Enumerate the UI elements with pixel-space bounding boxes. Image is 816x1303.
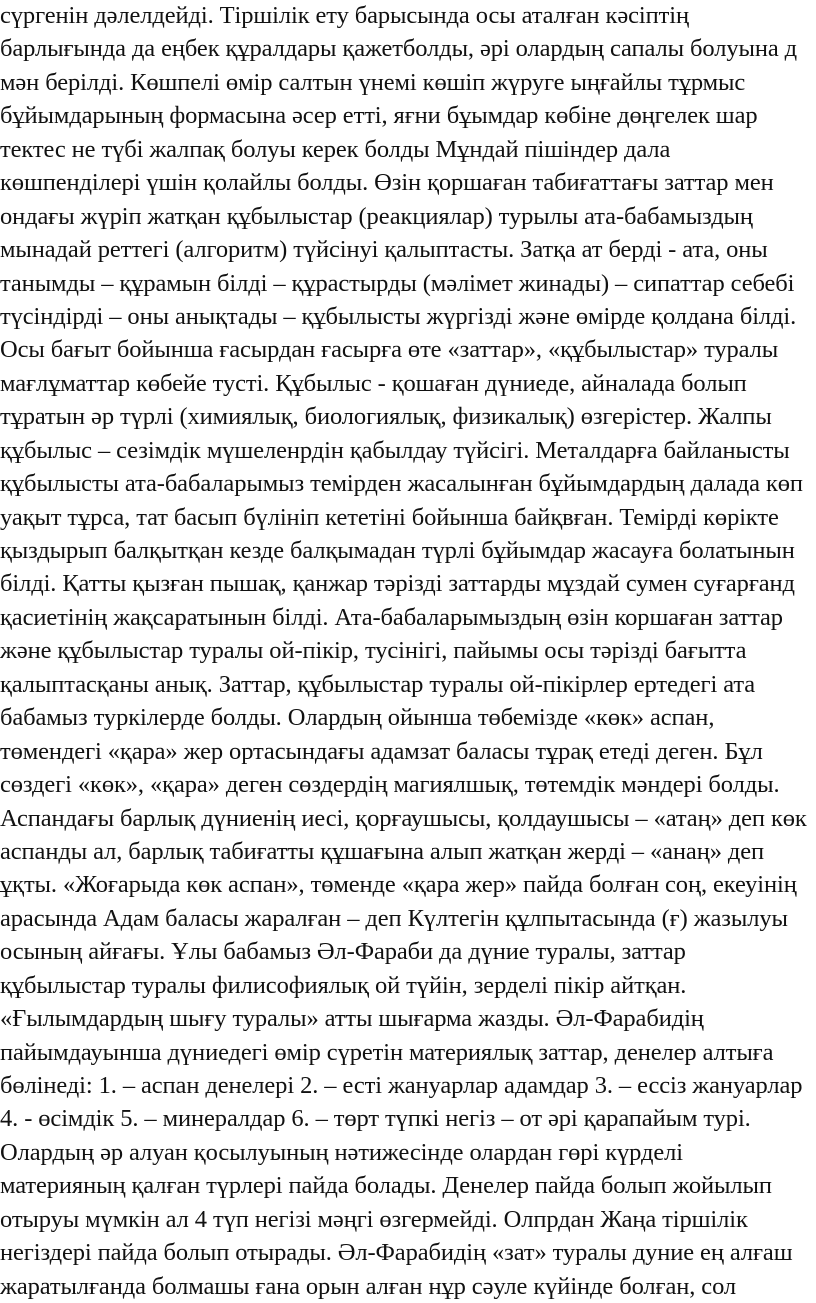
text-line: қасиетінің жақсаратынын білді. Ата-бабаларымыздың өзін коршаған заттар <box>0 603 783 631</box>
text-line: мынадай реттегі (алгоритм) түйсінуі қалыптасты. Затқа ат берді - ата, оны <box>0 236 768 264</box>
text-line: пайымдауынша дүниедегі өмір сүретін материялық заттар, денелер алтыға <box>0 1038 774 1066</box>
text-line: аспанды ал, барлық табиғатты құшағына алып жатқан жерді – «анаң» деп <box>0 837 765 865</box>
text-line: жаратылғанда болмашы ғана орын алған нұр сәуле күйінде болған, сол <box>0 1272 737 1300</box>
text-line: Олардың әр алуан қосылуының нәтижесінде олардан гөрі күрделі <box>0 1138 683 1166</box>
text-line: құбылысты ата-бабаларымыз темірден жасалынған бұйымдардың далада көп <box>0 470 803 498</box>
text-line: бұйымдарының формасына әсер етті, яғни бұымдар көбіне дөңгелек шар <box>0 102 758 130</box>
text-line: барлығында да еңбек құралдары қажетболды, әрі олардың сапалы болуына д <box>0 35 798 63</box>
text-line: 4. - өсімдік 5. – минералдар 6. – төрт түпкі негіз – от әрі қарапайым турі. <box>0 1105 751 1133</box>
text-line: осының айғағы. Ұлы бабамыз Әл-Фараби да дүние туралы, заттар <box>0 938 686 966</box>
text-line: Аспандағы барлық дүниенің иесі, қорғаушысы, қолдаушысы – «атаң» деп көк <box>0 804 807 832</box>
text-line: сүргенін дәлелдейді. Тіршілік ету барысында осы аталған кәсіптің <box>0 2 689 29</box>
text-line: мән берілді. Көшпелі өмір салтын үнемі көшіп жүруге ыңғайлы тұрмыс <box>0 68 746 96</box>
text-line: ұқты. «Жоғарыда көк аспан», төменде «қара жер» пайда болған соң, екеуінің <box>0 871 797 899</box>
text-line: арасында Адам баласы жаралған – деп Күлтегін құлпытасында (ғ) жазылуы <box>0 904 788 932</box>
text-line: тектес не түбі жалпақ болуы керек болды Мұндай пішіндер дала <box>0 135 671 163</box>
text-line: бабамыз туркілерде болды. Олардың ойынша төбемізде «көк» аспан, <box>0 704 715 732</box>
text-line: танымды – құрамын білді – құрастырды (мәлімет жинады) – сипаттар себебі <box>0 269 795 297</box>
text-line: бөлінеді: 1. – аспан денелері 2. – есті жануарлар адамдар 3. – ессіз жануарлар <box>0 1072 803 1099</box>
text-line: ондағы жүріп жатқан құбылыстар (реакциялар) турылы ата-бабамыздың <box>0 202 753 230</box>
text-line: тұратын әр түрлі (химиялық, биологиялық, физикалық) өзгерістер. Жалпы <box>0 403 772 431</box>
text-line: уақыт тұрса, тат басып бүлініп кететіні бойынша байқвған. Темірді көрікте <box>0 503 779 531</box>
text-line: құбылыс – сезімдік мүшеленрдін қабылдау түйсігі. Металдарға байланысты <box>0 436 790 464</box>
text-line: «Ғылымдардың шығу туралы» атты шығарма жазды. Әл-Фарабидің <box>0 1005 704 1033</box>
text-line: құбылыстар туралы филисофиялық ой түйін, зерделі пікір айтқан. <box>0 971 687 999</box>
text-line: төмендегі «қара» жер ортасындағы адамзат баласы тұрақ етеді деген. Бұл <box>0 737 763 765</box>
text-line: қыздырып балқытқан кезде балқымадан түрлі бұйымдар жасауға болатынын <box>0 537 795 564</box>
text-line: білді. Қатты қызған пышақ, қанжар тәрізді заттарды мұздай сумен суғарғанд <box>0 570 795 598</box>
text-line: материяның қалған түрлері пайда болады. Денелер пайда болып жойылып <box>0 1172 772 1200</box>
text-line: отыруы мүмкін ал 4 түп негізі мәңгі өзгермейді. Олпрдан Жаңа тіршілік <box>0 1205 748 1233</box>
text-line: және құбылыстар туралы ой-пікір, тусінігі, пайымы осы тәрізді бағытта <box>0 637 747 665</box>
text-line: көшпенділері үшін қолайлы болды. Өзін қоршаған табиғаттағы заттар мен <box>0 169 774 197</box>
text-line: түсіндірді – оны анықтады – құбылысты жүргізді және өмірде қолдана білді. <box>0 302 797 330</box>
text-line: Осы бағыт бойынша ғасырдан ғасырға өте «заттар», «құбылыстар» туралы <box>0 336 779 364</box>
text-line: сөздегі «көк», «қара» деген сөздердің магиялшық, төтемдік мәндері болды. <box>0 771 780 799</box>
text-line: мағлұматтар көбейе тусті. Құбылыс - қошаған дүниеде, айналада болып <box>0 369 747 397</box>
text-line: қалыптасқаны анық. Заттар, құбылыстар туралы ой-пікірлер ертедегі ата <box>0 670 756 698</box>
text-line: негіздері пайда болып отырады. Әл-Фарабидің «зат» туралы дуние ең алғаш <box>0 1239 793 1267</box>
